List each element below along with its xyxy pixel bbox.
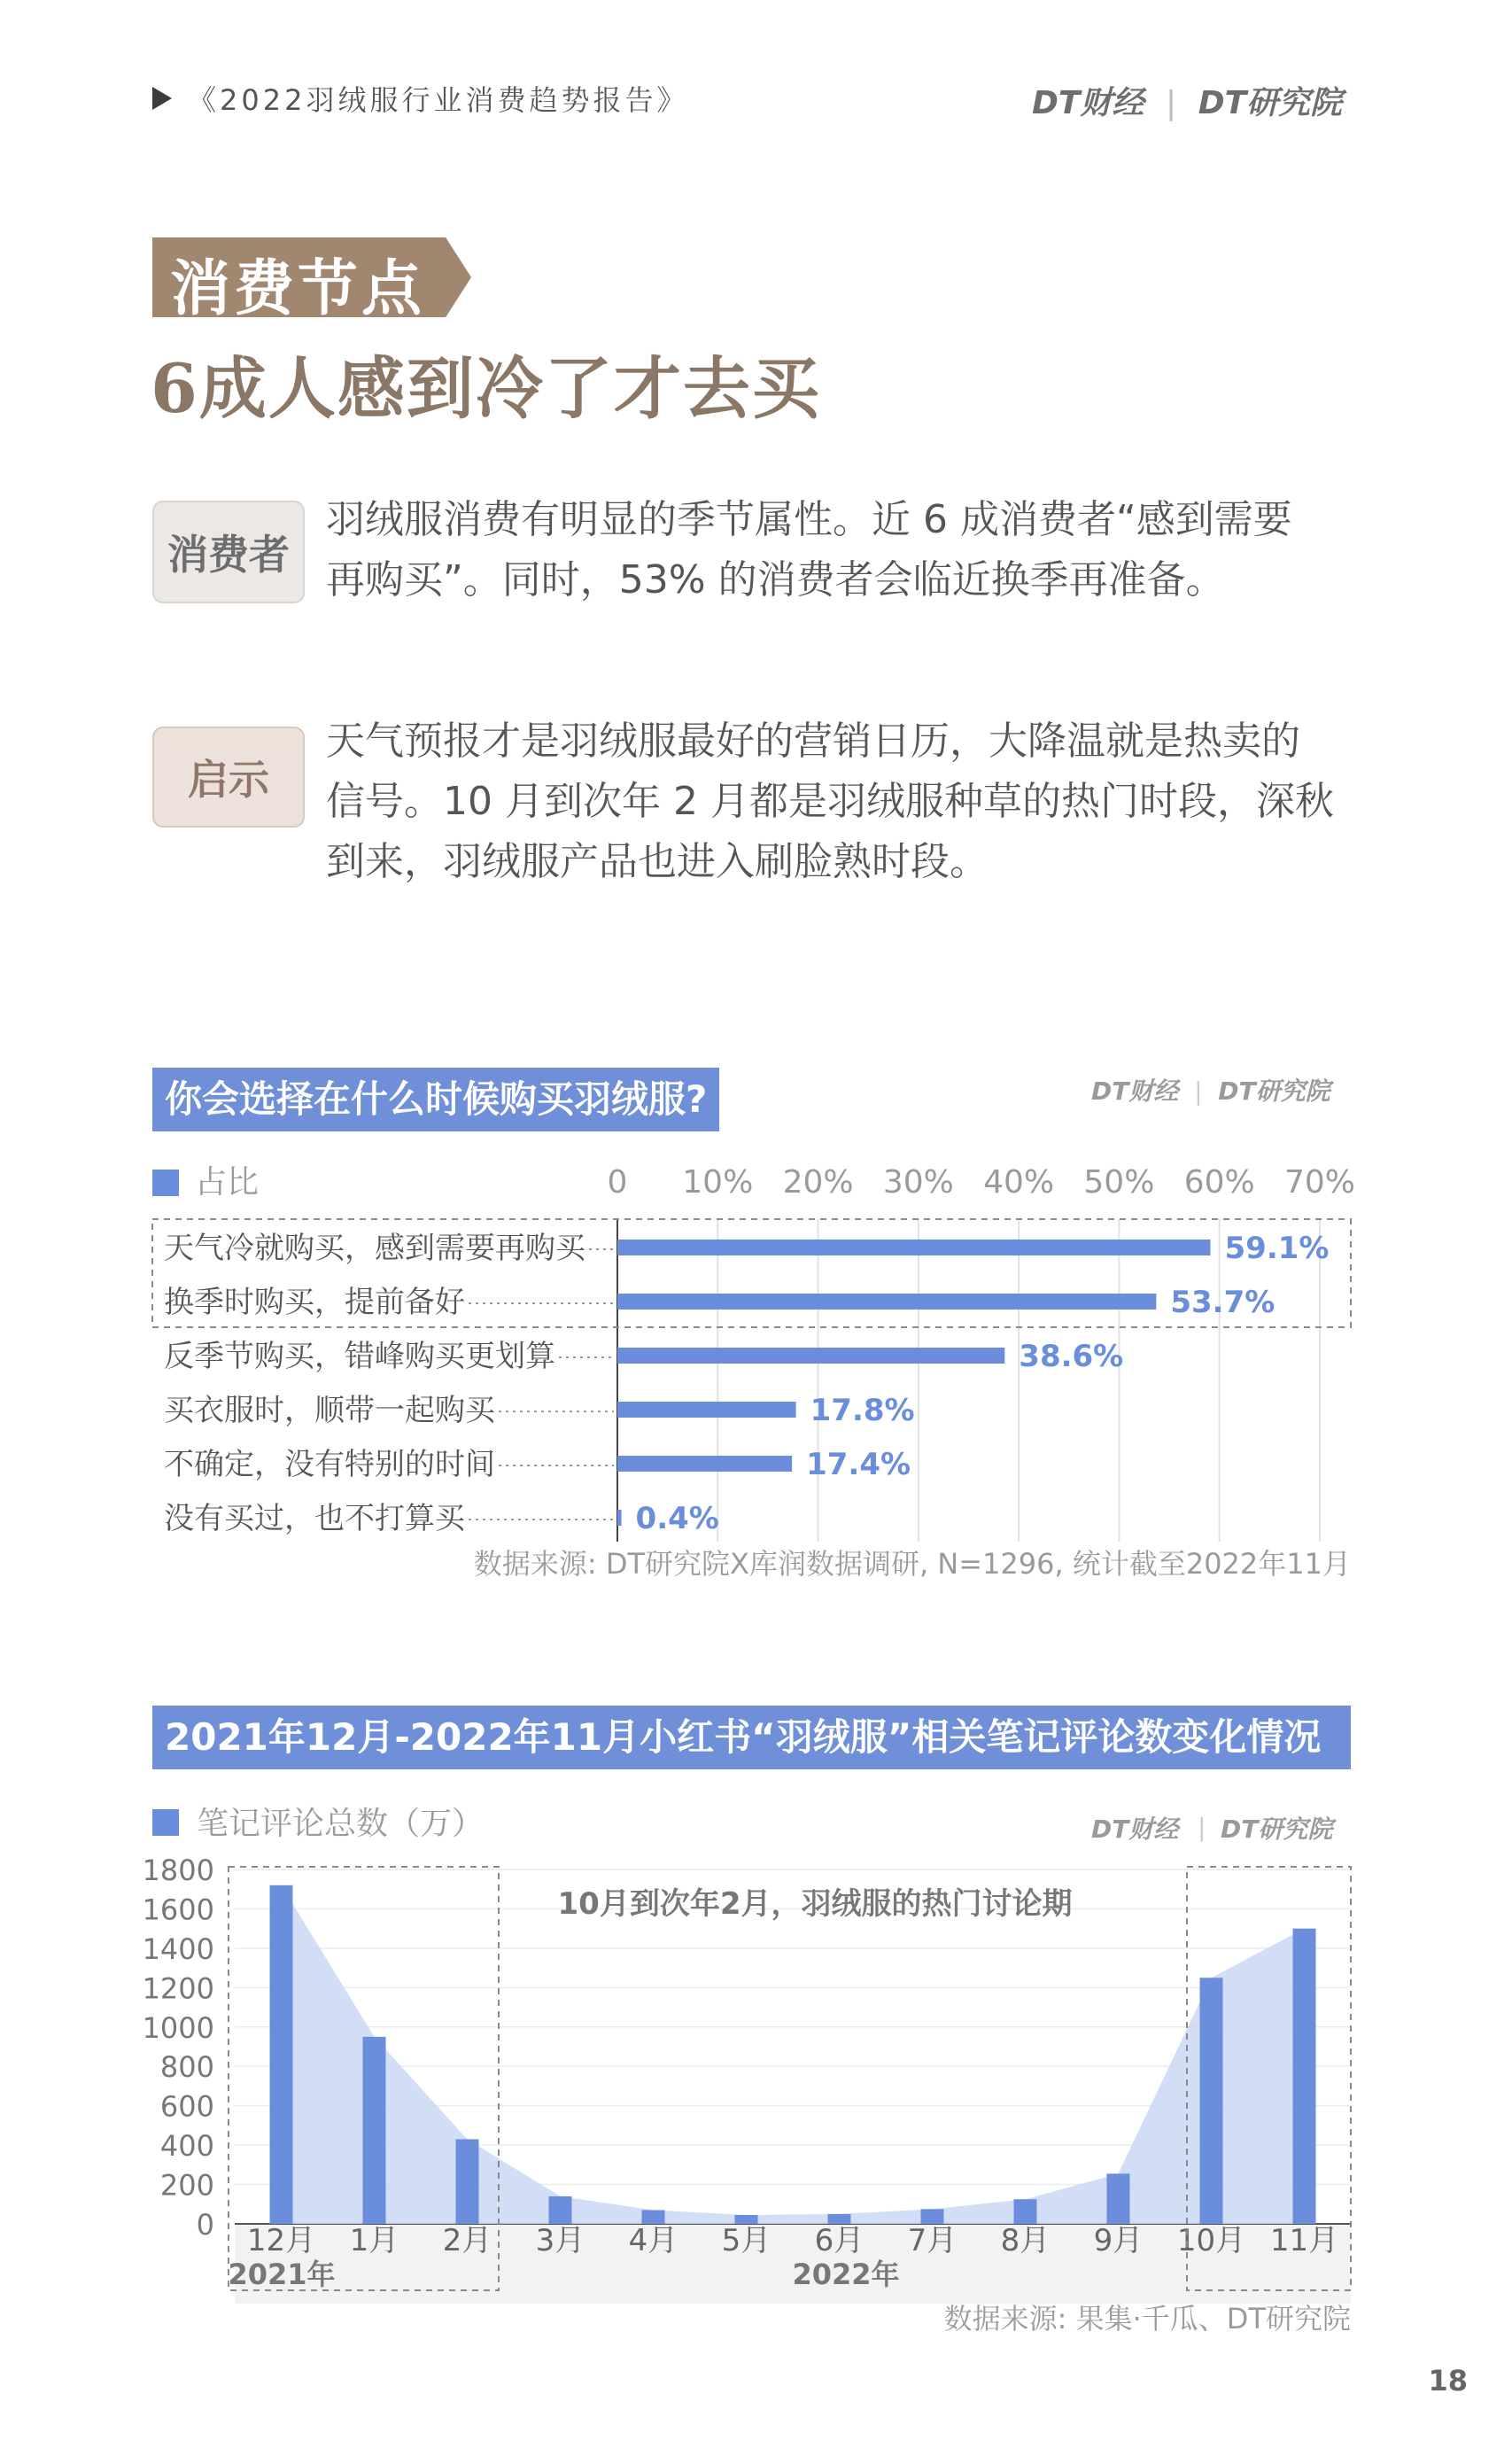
chart2-bar [1014, 2199, 1037, 2224]
chart2-x-tick: 1月 [349, 2223, 399, 2258]
chart1-legend-label: 占比 [195, 1164, 260, 1201]
chart1-value-label: 53.7% [1170, 1285, 1276, 1320]
chart2-bar [1200, 1978, 1223, 2224]
section-badge-text: 消费节点 [170, 254, 426, 324]
chart2-y-tick: 1200 [142, 1971, 214, 2006]
chart1-svg [0, 1143, 1512, 1586]
chart2-x-tick: 8月 [1000, 2223, 1051, 2258]
consumer-tag: 消费者 [152, 501, 305, 603]
chart2-source: 数据来源: 果集·千瓜、DT研究院 [943, 2302, 1351, 2336]
chart1-x-tick: 70% [1283, 1164, 1356, 1201]
chart2-x-tick: 5月 [721, 2223, 772, 2258]
play-icon [152, 87, 172, 110]
chart1-category-label: 反季节购买，错峰购买更划算 [164, 1339, 555, 1374]
chart2-title: 2021年12月-2022年11月小红书“羽绒服”相关笔记评论数变化情况 [152, 1706, 1351, 1769]
chart2-x-tick: 11月 [1269, 2223, 1339, 2258]
chart1-category-label: 没有买过，也不打算买 [164, 1501, 465, 1536]
chart1-x-tick: 20% [782, 1164, 854, 1201]
chart1-legend-swatch [152, 1170, 179, 1196]
chart2-y-tick: 800 [159, 2050, 214, 2085]
chart1-x-tick: 10% [682, 1164, 754, 1201]
chart2-y-tick: 1800 [142, 1854, 214, 1887]
chart2-x-tick: 4月 [628, 2223, 678, 2258]
chart2-logo-caijing: DT财经 [1091, 1815, 1179, 1844]
chart2-y-tick: 1000 [142, 2010, 214, 2045]
chart2-legend-label: 笔记评论总数（万） [197, 1806, 485, 1842]
chart2-year-2021: 2021年 [228, 2258, 336, 2291]
chart1-value-label: 17.4% [806, 1447, 911, 1482]
logo-dt-yanjiuyuan: DT研究院 [1198, 85, 1343, 121]
chart2-legend-swatch [152, 1809, 179, 1836]
logo-dt-caijing: DT财经 [1032, 85, 1144, 121]
chart2-x-tick: 2月 [442, 2223, 492, 2258]
chart1-category-label: 买衣服时，顺带一起购买 [164, 1393, 495, 1428]
chart1-category-label: 换季时购买，提前备好 [164, 1285, 465, 1320]
chart2-x-tick: 3月 [535, 2223, 585, 2258]
chart2-y-tick: 0 [196, 2208, 214, 2242]
chart1-x-tick: 0 [607, 1164, 628, 1201]
chart1-bar [617, 1402, 796, 1418]
chart1-title: 你会选择在什么时候购买羽绒服? [152, 1068, 719, 1131]
chart1-x-tick: 40% [983, 1164, 1055, 1201]
chart2-bar [1293, 1929, 1316, 2224]
insight-line-3: 到来，羽绒服产品也进入刷脸熟时段。 [326, 839, 989, 884]
chart2-x-tick: 7月 [907, 2223, 958, 2258]
chart1-source: 数据来源: DT研究院X库润数据调研, N=1296, 统计截至2022年11月 [473, 1547, 1351, 1581]
consumer-line-2: 再购买”。同时，53% 的消费者会临近换季再准备。 [326, 557, 1225, 602]
chart2-y-tick: 200 [159, 2168, 214, 2203]
chart2-bar [642, 2210, 665, 2224]
insight-tag: 启示 [152, 727, 305, 828]
chart1-value-label: 17.8% [810, 1393, 915, 1428]
page-number: 18 [1428, 2364, 1468, 2398]
chart1-bar [617, 1348, 1004, 1364]
chart1-category-label: 天气冷就购买，感到需要再购买 [164, 1231, 585, 1266]
chart2-bar [456, 2139, 479, 2224]
chart2-x-tick: 9月 [1093, 2223, 1144, 2258]
chart2-bar [1107, 2173, 1130, 2224]
chart2-y-tick: 1400 [142, 1931, 214, 1966]
chart1-bar [617, 1456, 792, 1472]
chart1-value-label: 59.1% [1224, 1231, 1330, 1266]
chart2-annotation: 10月到次年2月，羽绒服的热门讨论期 [557, 1886, 1073, 1922]
section-subtitle: 6成人感到冷了才去买 [151, 349, 821, 428]
chart1-category-label: 不确定，没有特别的时间 [164, 1447, 495, 1482]
chart1-x-tick: 60% [1183, 1164, 1255, 1201]
chart2-x-tick: 12月 [246, 2223, 316, 2258]
consumer-line-1: 羽绒服消费有明显的季节属性。近 6 成消费者“感到需要 [326, 497, 1292, 542]
chart2-y-tick: 600 [159, 2089, 214, 2124]
chart1-bar [617, 1240, 1211, 1255]
chart2-logo-yanjiuyuan: DT研究院 [1221, 1815, 1333, 1844]
chart2-x-tick: 10月 [1176, 2223, 1246, 2258]
chart2-bar [270, 1885, 293, 2224]
chart2-bar [363, 2037, 386, 2224]
chart1-value-label: 0.4% [635, 1501, 719, 1536]
chart2-bar [921, 2209, 944, 2224]
chart1-x-tick: 30% [882, 1164, 954, 1201]
chart2-svg [0, 1781, 1512, 2312]
chart2-year-2022: 2022年 [792, 2258, 900, 2291]
chart1-bar [617, 1294, 1156, 1310]
consumer-paragraph [326, 490, 1362, 610]
chart1-bar [617, 1510, 622, 1526]
chart1-x-tick: 50% [1083, 1164, 1155, 1201]
insight-paragraph [326, 711, 1362, 892]
chart2-area [282, 1885, 1305, 2224]
chart1-logo: DT财经 | DT研究院 [1091, 1076, 1330, 1106]
chart2-y-tick: 1600 [142, 1893, 214, 1927]
chart2-logo-divider: | [1198, 1813, 1206, 1842]
chart2-bar [549, 2196, 572, 2224]
chart2-x-tick: 6月 [814, 2223, 865, 2258]
report-title: 《2022羽绒服行业消费趋势报告》 [188, 83, 689, 117]
insight-line-1: 天气预报才是羽绒服最好的营销日历，大降温就是热卖的 [326, 719, 1300, 764]
header-logo: DT财经 | DT研究院 [1032, 85, 1343, 121]
chart1-value-label: 38.6% [1019, 1339, 1124, 1374]
insight-line-2: 信号。10 月到次年 2 月都是羽绒服种草的热门时段，深秋 [326, 779, 1334, 824]
chart2-y-tick: 400 [159, 2129, 214, 2164]
